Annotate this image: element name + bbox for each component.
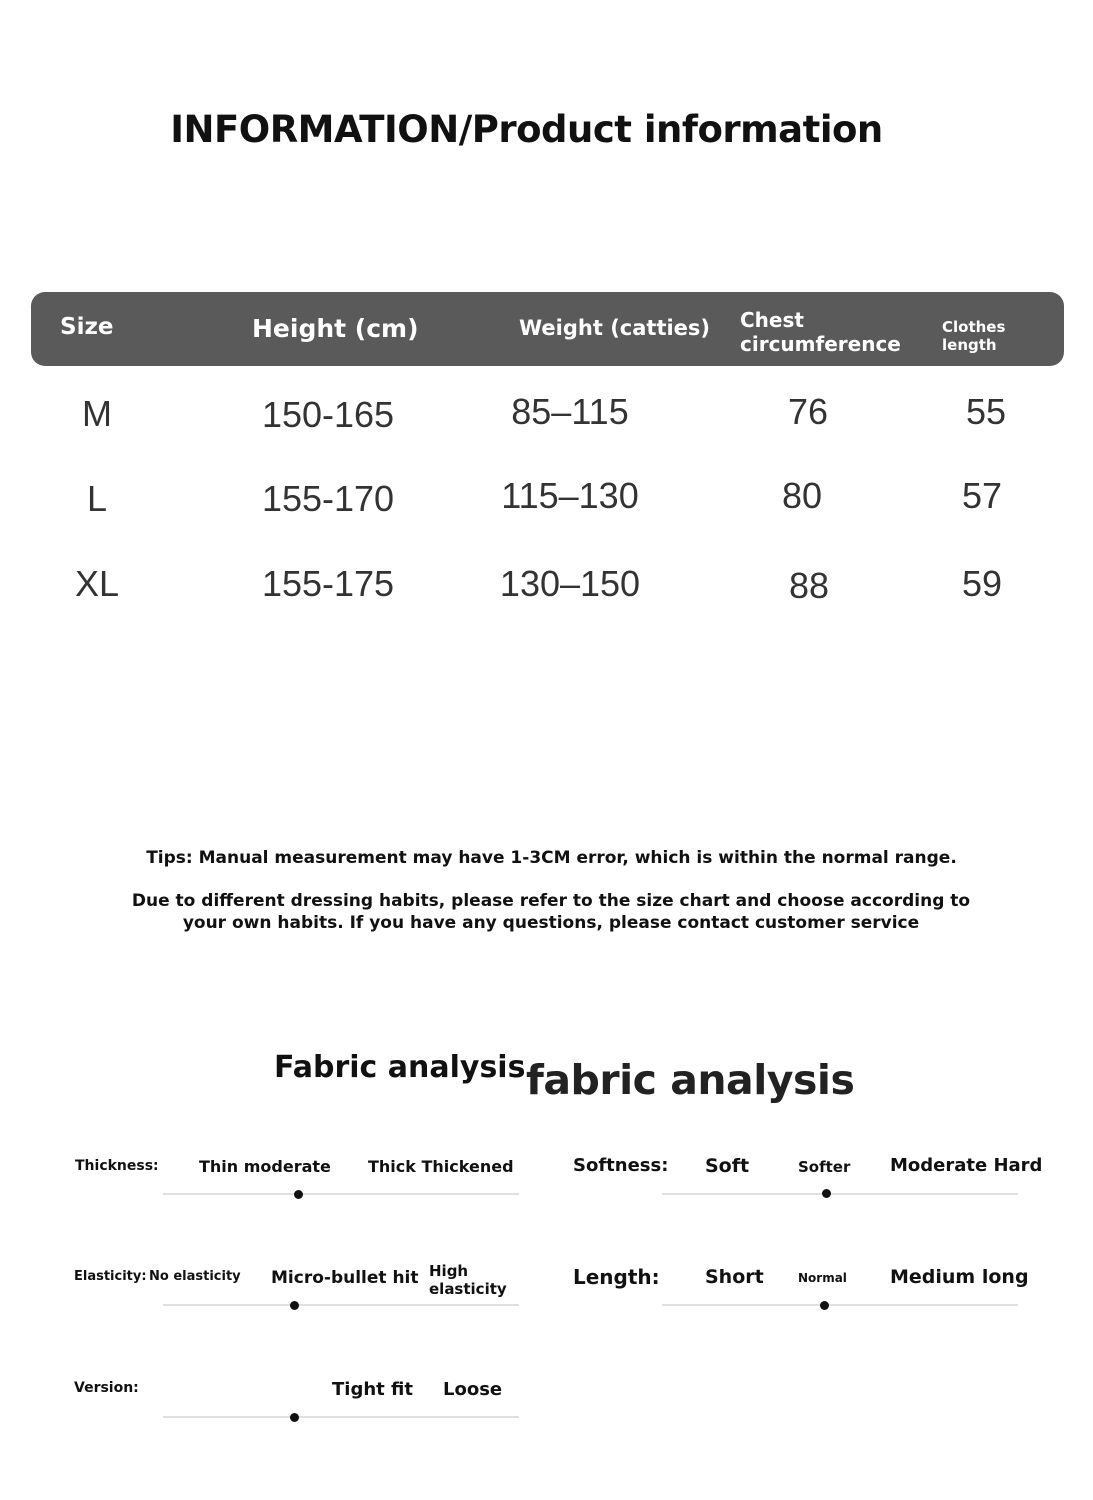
- cell-size: XL: [74, 563, 120, 604]
- cell-length: 55: [965, 391, 1007, 432]
- softness-option: Softer: [798, 1158, 851, 1176]
- length-option: Medium long: [890, 1266, 1029, 1288]
- header-chest: Chest circumference: [740, 308, 901, 356]
- cell-chest: 80: [781, 475, 823, 516]
- softness-option: Moderate Hard: [890, 1155, 1043, 1176]
- softness-label: Softness:: [573, 1155, 669, 1176]
- thickness-label: Thickness:: [75, 1158, 159, 1174]
- tip-measurement: Tips: Manual measurement may have 1-3CM error, which is within the normal range.: [146, 848, 957, 868]
- elasticity-option: High elasticity: [429, 1262, 507, 1298]
- cell-height: 155-175: [261, 563, 395, 604]
- header-weight: Weight (catties): [519, 316, 711, 340]
- length-rail: [662, 1304, 1018, 1306]
- length-label: Length:: [573, 1265, 660, 1289]
- cell-chest: 88: [788, 565, 830, 606]
- fabric-title: Fabric analysis: [274, 1050, 526, 1085]
- length-option: Normal: [798, 1271, 847, 1285]
- cell-height: 150-165: [261, 394, 395, 435]
- softness-option: Soft: [705, 1155, 750, 1177]
- elasticity-rail: [163, 1304, 519, 1306]
- version-label: Version:: [74, 1380, 139, 1396]
- cell-chest: 76: [787, 391, 829, 432]
- thickness-option: Thick Thickened: [368, 1157, 514, 1176]
- cell-length: 57: [961, 475, 1003, 516]
- cell-weight: 85–115: [511, 391, 629, 432]
- thickness-rail: [163, 1193, 519, 1195]
- tip-dressing-habits-text: Due to different dressing habits, please refer to the size chart and choose according to your own habits. If you have any questions, please contact customer service: [131, 891, 971, 933]
- elasticity-option: Micro-bullet hit: [271, 1268, 419, 1288]
- softness-indicator: [822, 1189, 831, 1198]
- header-size: Size: [60, 314, 114, 340]
- cell-weight: 130–150: [499, 563, 641, 604]
- elasticity-label: Elasticity:: [74, 1269, 147, 1284]
- thickness-indicator: [294, 1190, 303, 1199]
- version-option: Tight fit: [332, 1379, 413, 1400]
- cell-size: M: [82, 393, 112, 434]
- length-indicator: [820, 1301, 829, 1310]
- cell-weight: 115–130: [501, 475, 639, 516]
- elasticity-option: No elasticity: [149, 1269, 241, 1284]
- length-option: Short: [705, 1266, 764, 1288]
- header-height: Height (cm): [252, 314, 419, 343]
- version-option: Loose: [443, 1379, 503, 1400]
- elasticity-indicator: [290, 1301, 299, 1310]
- thickness-option: Thin moderate: [199, 1157, 331, 1176]
- header-length: Clothes length: [942, 318, 1006, 354]
- size-table-header: [31, 292, 1064, 366]
- fabric-subtitle: fabric analysis: [526, 1056, 855, 1104]
- cell-size: L: [86, 478, 108, 519]
- softness-rail: [662, 1193, 1018, 1195]
- cell-length: 59: [961, 563, 1003, 604]
- page-title: INFORMATION/Product information: [170, 108, 883, 151]
- version-indicator: [290, 1413, 299, 1422]
- cell-height: 155-170: [261, 478, 395, 519]
- tip-dressing-habits: [0, 890, 1093, 934]
- version-rail: [163, 1416, 519, 1418]
